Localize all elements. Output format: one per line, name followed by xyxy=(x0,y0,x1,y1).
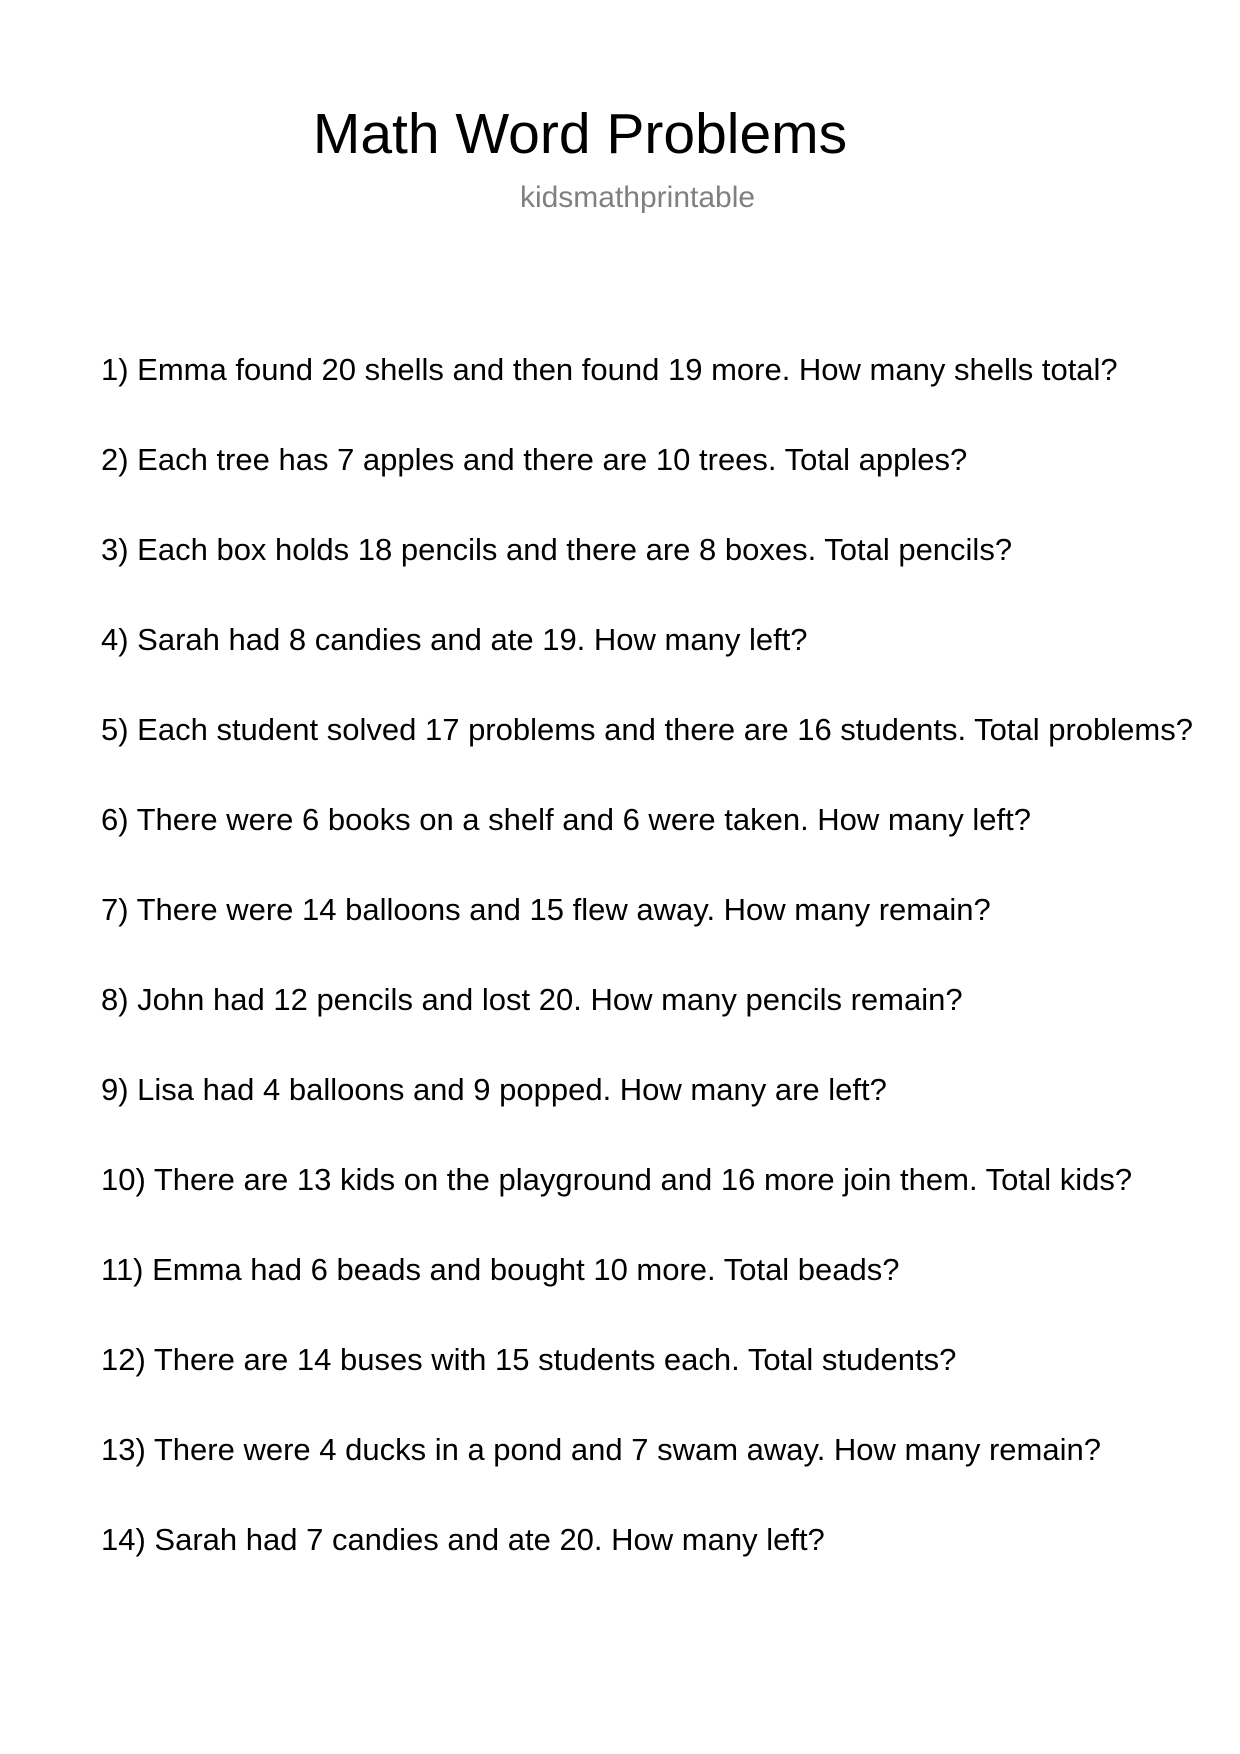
page-subtitle: kidsmathprintable xyxy=(519,181,756,214)
page-title: Math Word Problems xyxy=(312,102,848,166)
problem-item: 7) There were 14 balloons and 15 flew away. How many remain? xyxy=(101,892,991,927)
problem-list xyxy=(101,350,1240,1610)
problem-item: 13) There were 4 ducks in a pond and 7 swam away. How many remain? xyxy=(101,1432,1101,1467)
problem-item: 4) Sarah had 8 candies and ate 19. How many left? xyxy=(101,622,808,657)
problem-item: 6) There were 6 books on a shelf and 6 were taken. How many left? xyxy=(101,802,1031,837)
problem-item: 3) Each box holds 18 pencils and there are 8 boxes. Total pencils? xyxy=(101,532,1013,567)
problem-item: 1) Emma found 20 shells and then found 19 more. How many shells total? xyxy=(101,352,1118,387)
problem-item: 14) Sarah had 7 candies and ate 20. How many left? xyxy=(101,1522,825,1557)
problem-item: 11) Emma had 6 beads and bought 10 more. Total beads? xyxy=(101,1252,900,1287)
problem-item: 9) Lisa had 4 balloons and 9 popped. How many are left? xyxy=(101,1072,887,1107)
problem-item: 5) Each student solved 17 problems and there are 16 students. Total problems? xyxy=(101,712,1193,747)
problem-item: 12) There are 14 buses with 15 students each. Total students? xyxy=(101,1342,957,1377)
problem-item: 2) Each tree has 7 apples and there are 10 trees. Total apples? xyxy=(101,442,968,477)
problem-item: 8) John had 12 pencils and lost 20. How many pencils remain? xyxy=(101,982,963,1017)
problem-item: 10) There are 13 kids on the playground and 16 more join them. Total kids? xyxy=(101,1162,1133,1197)
